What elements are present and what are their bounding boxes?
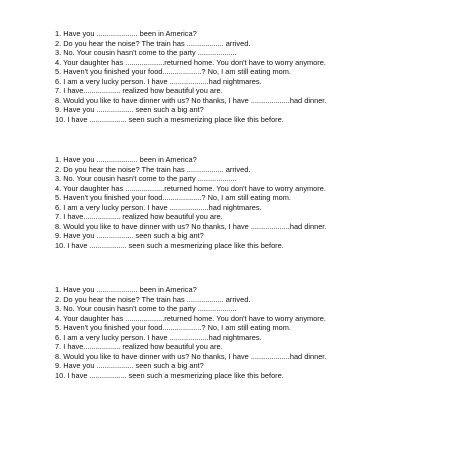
exercise-line: 4. Your daughter has ...................returned home. You don't have to worry anymore. bbox=[55, 183, 326, 193]
exercise-line: 6. I am a very lucky person. I have ...................had nightmares. bbox=[55, 76, 262, 86]
exercise-block-1 bbox=[55, 29, 445, 124]
exercise-line: 10. I have .................. seen such a mesmerizing place like this before. bbox=[55, 240, 284, 250]
exercise-line: 7. I have.................. realized how beautiful you are. bbox=[55, 342, 223, 352]
exercise-line: 3. No. Your cousin hasn't come to the party ................... bbox=[55, 304, 237, 314]
exercise-line: 9. Have you .................. seen such a big ant? bbox=[55, 361, 204, 371]
exercise-line: 1. Have you .................... been in America? bbox=[55, 285, 197, 294]
exercise-line: 8. Would you like to have dinner with us? No thanks, I have ...................had dinner. bbox=[55, 221, 327, 231]
exercise-line: 9. Have you .................. seen such a big ant? bbox=[55, 231, 204, 241]
exercise-line: 5. Haven't you finished your food...................? No, I am still eating mom. bbox=[55, 67, 291, 77]
exercise-line: 6. I am a very lucky person. I have ...................had nightmares. bbox=[55, 332, 262, 342]
exercise-line: 1. Have you .................... been in America? bbox=[55, 29, 197, 38]
exercise-line: 7. I have.................. realized how beautiful you are. bbox=[55, 212, 223, 222]
exercise-line: 8. Would you like to have dinner with us? No thanks, I have ...................had dinner. bbox=[55, 95, 327, 105]
exercise-line: 3. No. Your cousin hasn't come to the party ................... bbox=[55, 48, 237, 58]
exercise-line: 8. Would you like to have dinner with us? No thanks, I have ...................had dinner. bbox=[55, 351, 327, 361]
exercise-line: 2. Do you hear the noise? The train has .................. arrived. bbox=[55, 294, 251, 304]
exercise-line: 2. Do you hear the noise? The train has .................. arrived. bbox=[55, 38, 251, 48]
exercise-line: 2. Do you hear the noise? The train has .................. arrived. bbox=[55, 164, 251, 174]
exercise-line: 10. I have .................. seen such a mesmerizing place like this before. bbox=[55, 370, 284, 380]
exercise-block-2 bbox=[55, 155, 445, 250]
exercise-line: 6. I am a very lucky person. I have ...................had nightmares. bbox=[55, 202, 262, 212]
exercise-line: 10. I have .................. seen such a mesmerizing place like this before. bbox=[55, 114, 284, 124]
exercise-line: 7. I have.................. realized how beautiful you are. bbox=[55, 86, 223, 96]
exercise-line: 5. Haven't you finished your food...................? No, I am still eating mom. bbox=[55, 323, 291, 333]
exercise-line: 4. Your daughter has ...................returned home. You don't have to worry anymore. bbox=[55, 57, 326, 67]
exercise-line: 3. No. Your cousin hasn't come to the party ................... bbox=[55, 174, 237, 184]
exercise-line: 9. Have you .................. seen such a big ant? bbox=[55, 105, 204, 115]
exercise-line: 5. Haven't you finished your food...................? No, I am still eating mom. bbox=[55, 193, 291, 203]
exercise-line: 4. Your daughter has ...................returned home. You don't have to worry anymore. bbox=[55, 313, 326, 323]
exercise-line: 1. Have you .................... been in America? bbox=[55, 155, 197, 164]
exercise-block-3 bbox=[55, 285, 445, 380]
